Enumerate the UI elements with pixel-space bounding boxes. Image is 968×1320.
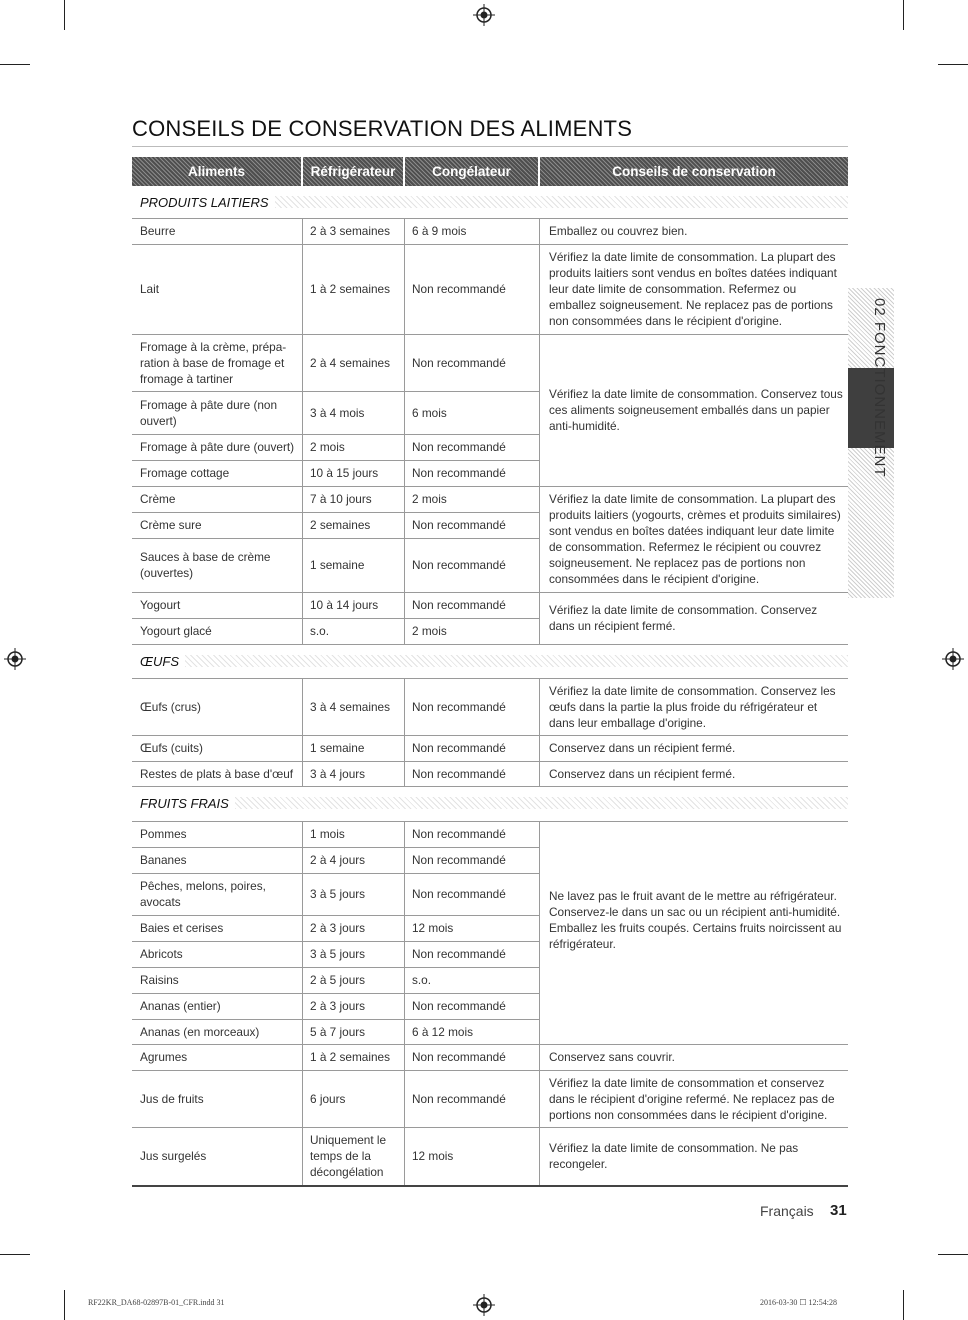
food-cell: Raisins — [140, 973, 179, 987]
side-tab-label: 02 FONCTIONNEMENT — [871, 298, 888, 478]
freezer-cell: 12 mois — [412, 921, 454, 935]
fridge-cell: 3 à 4 jours — [310, 766, 366, 781]
fridge-cell: 6 jours — [310, 1091, 346, 1106]
row-divider — [132, 644, 848, 645]
food-cell: Pommes — [140, 827, 187, 841]
tip-cell: Vérifiez la date limite de consommation. Conservez les œufs dans la partie la plus froide du réfrigérateur et dans leur emballage d'origine. — [549, 683, 836, 730]
column-divider — [404, 678, 405, 786]
freezer-cell: Non recommandé — [412, 440, 506, 454]
tip-cell: Vérifiez la date limite de consommation. Conservez dans un récipient fermé. — [549, 603, 818, 633]
freezer-cell: Non recommandé — [412, 827, 506, 841]
crop-mark — [938, 64, 968, 65]
freezer-cell: 2 mois — [412, 492, 447, 506]
freezer-cell: Non recommandé — [412, 699, 506, 714]
food-cell: Pêches, melons, poires, avocats — [140, 879, 266, 909]
food-cell: Baies et cerises — [140, 921, 224, 935]
fridge-cell: 5 à 7 jours — [310, 1024, 366, 1039]
food-cell: Fromage à pâte dure (non ouvert) — [140, 397, 278, 428]
food-cell: Sauces à base de crème (ouvertes) — [140, 550, 271, 580]
freezer-cell: Non recommandé — [412, 741, 506, 755]
fridge-cell: 2 à 4 jours — [310, 853, 366, 867]
tip-cell: Vérifiez la date limite de consommation et conservez dans le récipient d'origine refermé. Ne replacez pas de portions non consommées dans le récipient d'origine. — [549, 1075, 835, 1122]
page-number: 31 — [830, 1202, 847, 1219]
title-rule — [132, 146, 848, 147]
tip-cell: Vérifiez la date limite de consommation. La plupart des produits laitiers sont vendus en boîtes datées indiquant leur date limite de consommation. Refermez ou emballez soigneusement. Ne replacez pas de portions non consommées dans le récipient d'origine. — [549, 250, 837, 328]
food-cell: Crème sure — [140, 518, 202, 532]
food-cell: Ananas (entier) — [140, 999, 221, 1013]
freezer-cell: Non recommandé — [412, 1050, 506, 1064]
fridge-cell: 2 à 4 semaines — [310, 355, 391, 370]
fridge-cell: 10 à 15 jours — [310, 466, 379, 480]
food-cell: Fromage cottage — [140, 466, 230, 480]
fridge-cell: 10 à 14 jours — [310, 598, 379, 612]
tip-cell: Ne lavez pas le fruit avant de le mettre au réfrigérateur. Conservez-le dans un sac ou un récipient anti-humidité. Emballez les fruits coupés. Certains fruits noircissent au réfrigérateur. — [549, 889, 842, 951]
fridge-cell: 1 mois — [310, 827, 345, 841]
fridge-cell: 3 à 4 semaines — [310, 699, 391, 714]
tip-cell: Vérifiez la date limite de consommation. La plupart des produits laitiers (yogourts, crèmes et produits similaires) sont vendus en boîtes datées indiquant leur date limite de consommation. Refermez le récipient ou couvrez soigneusement. Ne replacez pas de portions non consommées dans le récipient d'origine. — [549, 492, 841, 586]
freezer-cell: Non recommandé — [412, 466, 506, 480]
food-cell: Jus surgelés — [140, 1149, 207, 1163]
food-cell: Yogourt — [140, 598, 181, 612]
freezer-cell: Non recommandé — [412, 1091, 506, 1106]
food-cell: Yogourt glacé — [140, 624, 212, 638]
freezer-cell: 6 à 9 mois — [412, 224, 467, 238]
fridge-cell: 2 à 3 jours — [310, 921, 366, 935]
column-divider — [539, 821, 540, 1185]
tip-cell: Emballez ou couvrez bien. — [549, 224, 688, 238]
food-cell: Abricots — [140, 947, 183, 961]
column-divider — [539, 678, 540, 786]
fridge-cell: Uniquement le temps de la décongélation — [310, 1133, 387, 1179]
section-title: ŒUFS — [140, 653, 179, 669]
crop-mark — [64, 0, 65, 30]
fridge-cell: 7 à 10 jours — [310, 492, 372, 506]
section-title: FRUITS FRAIS — [140, 795, 229, 811]
header-conseils: Conseils de conservation — [612, 164, 776, 179]
freezer-cell: Non recommandé — [412, 558, 506, 572]
freezer-cell: Non recommandé — [412, 887, 506, 901]
freezer-cell: 6 mois — [412, 405, 447, 420]
food-cell: Beurre — [140, 224, 176, 238]
food-cell: Restes de plats à base d'œuf — [140, 766, 294, 781]
crop-mark — [938, 1254, 968, 1255]
section-heading — [132, 792, 848, 814]
fridge-cell: 2 mois — [310, 440, 345, 454]
footer-language: Français — [760, 1203, 814, 1219]
column-divider — [539, 218, 540, 644]
freezer-cell: Non recommandé — [412, 518, 506, 532]
tip-cell: Conservez sans couvrir. — [549, 1050, 675, 1064]
print-slug-file: RF22KR_DA68-02897B-01_CFR.indd 31 — [88, 1298, 225, 1307]
crop-mark — [0, 64, 30, 65]
row-divider — [132, 786, 848, 787]
freezer-cell: Non recommandé — [412, 947, 506, 961]
freezer-cell: Non recommandé — [412, 355, 506, 370]
food-cell: Lait — [140, 282, 160, 296]
fridge-cell: 1 semaine — [310, 741, 365, 755]
freezer-cell: Non recommandé — [412, 766, 506, 781]
food-cell: Œufs (cuits) — [140, 741, 203, 755]
freezer-cell: 2 mois — [412, 624, 447, 638]
header-aliments: Aliments — [132, 157, 303, 186]
crop-mark — [64, 1290, 65, 1320]
fridge-cell: 1 semaine — [310, 558, 365, 572]
registration-mark-icon — [4, 648, 26, 670]
fridge-cell: 3 à 5 jours — [310, 887, 366, 901]
registration-mark-icon — [473, 1294, 495, 1316]
tip-cell: Vérifiez la date limite de consommation. Conservez tous ces aliments soigneusement emballés dans un papier anti-humidité. — [549, 387, 843, 433]
fridge-cell: s.o. — [310, 624, 330, 638]
column-divider — [404, 218, 405, 644]
freezer-cell: Non recommandé — [412, 853, 506, 867]
section-heading — [132, 650, 848, 672]
tip-cell: Conservez dans un récipient fermé. — [549, 766, 736, 781]
section-heading — [132, 192, 848, 212]
column-divider — [404, 821, 405, 1185]
freezer-cell: 6 à 12 mois — [412, 1024, 473, 1039]
food-cell: Crème — [140, 492, 176, 506]
food-cell: Bananes — [140, 853, 187, 867]
food-cell: Fromage à la crème, prépa-ration à base de fromage et fromage à tartiner — [140, 339, 287, 386]
food-cell: Œufs (crus) — [140, 699, 201, 714]
crop-mark — [903, 0, 904, 30]
food-cell: Jus de fruits — [140, 1091, 204, 1106]
food-cell: Agrumes — [140, 1050, 188, 1064]
table-header — [132, 157, 848, 186]
crop-mark — [0, 1254, 30, 1255]
tip-cell: Conservez dans un récipient fermé. — [549, 741, 736, 755]
freezer-cell: Non recommandé — [412, 999, 506, 1013]
freezer-cell: Non recommandé — [412, 598, 506, 612]
freezer-cell: 12 mois — [412, 1149, 454, 1163]
food-cell: Fromage à pâte dure (ouvert) — [140, 440, 295, 454]
crop-mark — [903, 1290, 904, 1320]
print-slug-date: 2016-03-30 ☐ 12:54:28 — [760, 1298, 837, 1307]
freezer-cell: Non recommandé — [412, 282, 506, 296]
page-title: CONSEILS DE CONSERVATION DES ALIMENTS — [132, 116, 633, 141]
tip-cell: Vérifiez la date limite de consommation. Ne pas recongeler. — [549, 1141, 799, 1171]
registration-mark-icon — [942, 648, 964, 670]
fridge-cell: 2 semaines — [310, 518, 371, 532]
fridge-cell: 1 à 2 semaines — [310, 1050, 391, 1064]
chapter-side-tab — [848, 288, 894, 598]
fridge-cell: 2 à 3 jours — [310, 999, 366, 1013]
column-divider — [302, 678, 303, 786]
section-title: PRODUITS LAITIERS — [140, 194, 269, 210]
table-bottom-rule — [132, 1185, 848, 1187]
fridge-cell: 1 à 2 semaines — [310, 282, 391, 296]
header-congelateur: Congélateur — [405, 157, 540, 186]
column-divider — [302, 821, 303, 1185]
registration-mark-icon — [473, 4, 495, 26]
fridge-cell: 3 à 5 jours — [310, 947, 366, 961]
fridge-cell: 2 à 5 jours — [310, 973, 366, 987]
column-divider — [302, 218, 303, 644]
food-cell: Ananas (en morceaux) — [140, 1024, 260, 1039]
freezer-cell: s.o. — [412, 973, 432, 987]
fridge-cell: 2 à 3 semaines — [310, 224, 391, 238]
fridge-cell: 3 à 4 mois — [310, 405, 365, 420]
header-refrigerateur: Réfrigérateur — [303, 157, 405, 186]
